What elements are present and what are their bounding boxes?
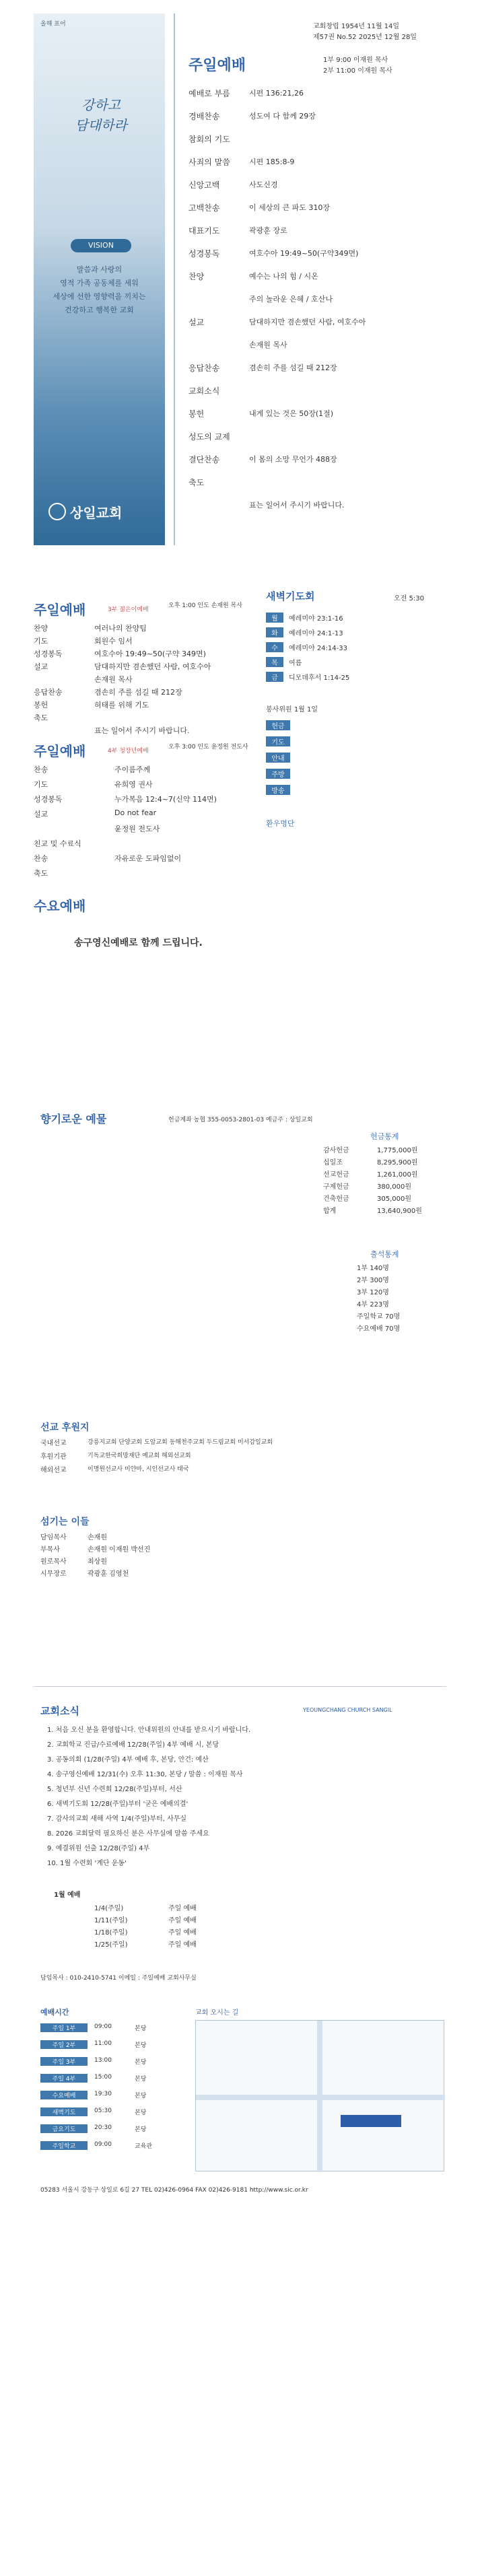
schedule-date: 1/4(주일) [94, 1905, 124, 1912]
service-label: 성경봉독 [34, 650, 63, 658]
timetable-place: 본당 [135, 2093, 147, 2099]
timetable-place: 본당 [135, 2110, 147, 2116]
order-value: 이 몸의 소망 무언가 488장 [249, 455, 337, 464]
staff-role: 담임목사 [40, 1534, 67, 1541]
staff-role: 원로목사 [40, 1558, 67, 1566]
timetable-service: 수요예배 [40, 2091, 88, 2099]
timetable-service: 주일 2부 [40, 2040, 88, 2049]
cover-sidebar [34, 13, 165, 545]
order-label: 설교 [188, 318, 205, 327]
sunday-worship-panel [174, 13, 446, 545]
order-label: 예배로 부름 [188, 89, 230, 98]
dawn-verse: 여름 [289, 660, 302, 667]
order-value: 손재원 목사 [249, 341, 287, 349]
news-item: 9. 예결위원 선출 12/28(주일) 4부 [47, 1845, 150, 1852]
service-label: 응답찬송 [34, 688, 63, 697]
service-value: 겸손히 주를 섬길 때 212장 [94, 688, 182, 697]
vision-badge: VISION [71, 239, 131, 252]
afternoon-title: 주일예배 [34, 602, 86, 618]
offering-label: 감사헌금 [323, 1147, 349, 1154]
service-value: 담대하지만 겸손했던 사람, 여호수아 [94, 662, 211, 671]
news-brand: YEOUNGCHANG CHURCH SANGIL [303, 1707, 392, 1713]
afternoon-lead: 오후 1:00 인도 손재원 목사 [168, 602, 242, 609]
vision-line-1: 말씀과 사랑의 [76, 265, 123, 274]
offering-title: 향기로운 예물 [40, 1113, 107, 1125]
attendance-row: 4부 223명 [357, 1301, 389, 1309]
service-value: 여러나의 찬양팀 [94, 624, 147, 633]
schedule-event: 주일 예배 [168, 1929, 197, 1937]
order-value: 담대하지만 겸손했던 사람, 여호수아 [249, 318, 366, 326]
news-item: 1. 처음 오신 분을 환영합니다. 안내위원의 안내를 받으시기 바랍니다. [47, 1727, 251, 1734]
order-label: 찬양 [188, 272, 205, 281]
order-value: 표는 일어서 주시기 바랍니다. [249, 501, 345, 510]
mission-value: 이명원선교사 미얀마, 시인선교사 태국 [88, 1466, 189, 1473]
contacts: 담임목사 : 010-2410-5741 이메일 : 주일예배 교회사무실 [40, 1975, 197, 1982]
timetable-time: 09:00 [94, 2023, 112, 2030]
service-value: 회원수 임서 [94, 637, 133, 646]
youth-value: 윤정원 전도사 [114, 825, 160, 833]
order-label: 신앙고백 [188, 180, 220, 190]
attendance-row: 수요예배 70명 [357, 1325, 401, 1333]
service-value: 여호수아 19:49~50(구약 349면) [94, 650, 206, 658]
church-logo-icon [48, 503, 66, 520]
volunteer-header: 봉사위원 1월 1일 [266, 706, 318, 713]
map-road-vertical [317, 2021, 322, 2172]
timetable-service: 금요기도 [40, 2124, 88, 2133]
dawn-verse: 예레미야 24:14-33 [289, 645, 347, 652]
timetable-title: 예배시간 [40, 2008, 69, 2017]
afternoon-services [34, 586, 256, 996]
schedule-event: 주일 예배 [168, 1941, 197, 1949]
order-label: 봉헌 [188, 409, 205, 419]
attendance-title: 출석통계 [370, 1250, 399, 1259]
timetable-place: 본당 [135, 2025, 147, 2032]
timetable-place: 본당 [135, 2126, 147, 2133]
youth-value: Do not fear [114, 808, 157, 817]
vision-line-4: 건강하고 행복한 교회 [65, 306, 134, 314]
dawn-verse: 디모데후서 1:14-25 [289, 674, 350, 682]
youth-label: 축도 [34, 869, 48, 878]
church-map[interactable] [195, 2020, 444, 2171]
mission-title: 선교 후원지 [40, 1422, 90, 1433]
afternoon-services-page [34, 586, 446, 996]
schedule-date: 1/25(주일) [94, 1941, 128, 1949]
serve-title: 섬기는 이들 [40, 1517, 90, 1527]
map-title: 교회 오시는 길 [195, 2009, 239, 2017]
youth-value: 자유로운 도파임없이 [114, 854, 182, 863]
staff-name: 손재원 [88, 1534, 107, 1541]
schedule-event: 주일 예배 [168, 1905, 197, 1912]
footer-address: 05283 서울시 강동구 상일로 6길 27 TEL 02)426-0964 FAX 02)426-9181 http://www.sic.or.kr [40, 2187, 308, 2194]
timetable-place: 본당 [135, 2042, 147, 2049]
order-value: 예수는 나의 힘 / 시온 [249, 272, 318, 281]
dawn-day: 화 [266, 627, 283, 637]
worship-title: 주일예배 [188, 57, 246, 74]
schedule-date: 1/18(주일) [94, 1929, 128, 1937]
timetable-time: 05:30 [94, 2108, 112, 2114]
staff-role: 시무장로 [40, 1570, 67, 1578]
news-item: 10. 1월 수련회 '계단 운동' [47, 1860, 127, 1867]
volunteer-role: 방송 [266, 785, 290, 795]
youth-label: 성경봉독 [34, 795, 63, 804]
vision-line-2: 영적 가족 공동체를 세워 [60, 279, 139, 287]
dawn-verse: 예레미야 23:1-16 [289, 615, 343, 623]
issue-info: 제57권 No.52 2025년 12월 28일 [313, 34, 417, 41]
news-item: 7. 감사의교회 새해 사역 1/4(주일)부터, 사무실 [47, 1815, 187, 1823]
timetable-service: 새벽기도 [40, 2108, 88, 2116]
youth-label: 친교 및 수료식 [34, 839, 81, 848]
offering-label: 십일조 [323, 1159, 343, 1167]
service-value: 표는 일어서 주시기 바랍니다. [94, 726, 190, 735]
wednesday-message: 송구영신예배로 함께 드립니다. [74, 938, 203, 948]
news-item: 6. 새벽기도회 12/28(주일)부터 '굳은 예배의결' [47, 1801, 188, 1808]
order-label: 성도의 교제 [188, 432, 230, 442]
timetable-time: 19:30 [94, 2091, 112, 2097]
timetable-service: 주일 3부 [40, 2057, 88, 2066]
youth-value: 유희영 권사 [114, 780, 153, 789]
order-value: 이 세상의 큰 파도 310장 [249, 203, 330, 212]
church-name: 상일교회 [70, 504, 123, 521]
timetable-place: 본당 [135, 2059, 147, 2066]
order-label: 참회의 기도 [188, 135, 230, 144]
timetable-time: 11:00 [94, 2040, 112, 2047]
order-value: 시편 185:8-9 [249, 158, 295, 166]
timetable-time: 13:00 [94, 2057, 112, 2064]
offering-amount: 1,775,000원 [377, 1147, 418, 1154]
order-value: 성도여 다 함께 29장 [249, 112, 316, 120]
dawn-prayer-title: 새벽기도회 [266, 590, 315, 602]
church-news-page [34, 1686, 446, 2204]
order-label: 대표기도 [188, 226, 220, 236]
order-label: 교회소식 [188, 386, 220, 396]
order-label: 고백찬송 [188, 203, 220, 213]
offering-amount: 13,640,900원 [377, 1208, 422, 1215]
afternoon-subtitle: 3부 젊은이예배 [108, 606, 149, 613]
order-value: 시편 136:21,26 [249, 89, 304, 98]
dawn-prayer-time: 오전 5:30 [394, 595, 424, 602]
news-item: 8. 2026 교회달력 필요하신 분은 사무실에 말씀 주세요 [47, 1830, 209, 1838]
offering-label: 구제헌금 [323, 1183, 349, 1191]
motto-line-2: 담대하라 [75, 117, 127, 133]
offering-amount: 1,261,000원 [377, 1171, 418, 1179]
order-label: 응답찬송 [188, 363, 220, 373]
offering-stats-title: 헌금통계 [370, 1132, 399, 1141]
dawn-day: 월 [266, 613, 283, 623]
offering-label: 건축헌금 [323, 1195, 349, 1203]
youth-label: 설교 [34, 810, 48, 819]
dawn-verse: 예레미야 24:1-13 [289, 630, 343, 637]
dawn-day: 목 [266, 657, 283, 667]
attendance-row: 3부 120명 [357, 1289, 389, 1296]
church-logo [48, 498, 149, 525]
order-value: 내게 있는 것은 50장(1절) [249, 409, 334, 418]
founding-info: 교회창립 1954년 11월 14일 [313, 23, 400, 30]
youth-label: 찬송 [34, 854, 48, 863]
patients-header: 환우명단 [266, 819, 295, 828]
order-value: 곽광훈 장로 [249, 226, 287, 235]
service-label: 기도 [34, 637, 48, 646]
youth-value: 누가복음 12:4~7(신약 114면) [114, 795, 217, 804]
service-value: 손재원 목사 [94, 675, 133, 684]
mission-value: 강릉지교회 단양교회 도암교회 동해천주교회 두드림교회 미서감일교회 [88, 1439, 273, 1446]
youth-subtitle: 4부 청장년예배 [108, 748, 149, 755]
mission-label: 후원기관 [40, 1453, 67, 1461]
service-time-1: 1부 9:00 이재원 목사 [323, 57, 388, 64]
offering-amount: 380,000원 [377, 1183, 412, 1191]
youth-lead: 오후 3:00 인도 윤정원 전도사 [168, 744, 248, 751]
volunteer-role: 헌금 [266, 720, 290, 730]
volunteer-role: 안내 [266, 753, 290, 763]
youth-label: 찬송 [34, 765, 48, 774]
order-label: 결단찬송 [188, 455, 220, 464]
order-label: 성경봉독 [188, 249, 220, 258]
news-item: 3. 공동의회 (1/28(주일) 4부 예배 후, 본당, 안건: 예산 [47, 1756, 209, 1764]
timetable-time: 20:30 [94, 2124, 112, 2131]
attendance-row: 주일학교 70명 [357, 1313, 401, 1321]
volunteer-role: 기도 [266, 736, 290, 746]
order-value: 주의 놀라운 은혜 / 호산나 [249, 295, 333, 304]
offering-label: 선교헌금 [323, 1171, 349, 1179]
volunteer-role: 주방 [266, 769, 290, 779]
year-motto-label: 올해 표어 [40, 21, 66, 28]
offering-label: 합계 [323, 1208, 337, 1215]
mission-label: 국내선교 [40, 1440, 67, 1447]
offering-account: 헌금계좌 농협 355-0053-2801-03 예금주 : 상일교회 [168, 1117, 313, 1123]
news-title: 교회소식 [40, 1705, 79, 1717]
order-value: 겸손히 주를 섬길 때 212장 [249, 363, 337, 372]
staff-name: 곽광훈 김영천 [88, 1570, 129, 1578]
youth-title: 주일예배 [34, 743, 86, 759]
offering-page [34, 1111, 446, 1642]
wednesday-title: 수요예배 [34, 898, 86, 914]
schedule-header: 1월 예배 [54, 1891, 81, 1899]
church-location-marker [341, 2115, 401, 2127]
staff-name: 최상원 [88, 1558, 107, 1566]
timetable-service: 주일 1부 [40, 2023, 88, 2032]
order-label: 축도 [188, 478, 205, 487]
timetable-place: 교육관 [135, 2143, 153, 2150]
offering-amount: 305,000원 [377, 1195, 412, 1203]
attendance-row: 2부 300명 [357, 1277, 389, 1284]
mission-value: 기독교한국희망재단 예교회 해외선교회 [88, 1453, 191, 1459]
mission-label: 해외선교 [40, 1467, 67, 1474]
news-item: 5. 청년부 신년 수련회 12/28(주일)부터, 서산 [47, 1786, 182, 1793]
service-label: 찬양 [34, 624, 48, 633]
news-item: 2. 교회학교 진급/수료예배 12/28(주일) 4부 예배 시, 본당 [47, 1741, 219, 1749]
staff-name: 손재원 이재원 박선진 [88, 1546, 151, 1554]
youth-label: 기도 [34, 780, 48, 789]
vision-line-3: 세상에 선한 영향력을 끼치는 [53, 292, 146, 301]
schedule-date: 1/11(주일) [94, 1917, 128, 1924]
order-label: 경배찬송 [188, 112, 220, 121]
offering-amount: 8,295,900원 [377, 1159, 418, 1167]
youth-value: 주이름주께 [114, 765, 151, 774]
service-label: 봉헌 [34, 701, 48, 709]
staff-role: 부목사 [40, 1546, 60, 1554]
order-label: 사죄의 말씀 [188, 158, 230, 167]
attendance-row: 1부 140명 [357, 1265, 389, 1272]
schedule-event: 주일 예배 [168, 1917, 197, 1924]
service-value: 허태를 위해 기도 [94, 701, 149, 709]
timetable-service: 주일학교 [40, 2141, 88, 2150]
order-value: 여호수아 19:49~50(구약349면) [249, 249, 359, 258]
service-time-2: 2부 11:00 이재원 목사 [323, 67, 392, 75]
dawn-day: 수 [266, 642, 283, 652]
motto-line-1: 강하고 [81, 97, 121, 113]
timetable-time: 15:00 [94, 2074, 112, 2081]
service-label: 축도 [34, 713, 48, 722]
order-value: 사도신경 [249, 180, 278, 189]
dawn-prayer-panel [266, 586, 446, 996]
timetable-service: 주일 4부 [40, 2074, 88, 2083]
service-label: 설교 [34, 662, 48, 671]
news-item: 4. 송구영신예배 12/31(수) 오후 11:30, 본당 / 말씀 : 이재원 목사 [47, 1771, 243, 1778]
dawn-day: 금 [266, 672, 283, 682]
timetable-time: 09:00 [94, 2141, 112, 2148]
timetable-place: 본당 [135, 2076, 147, 2083]
